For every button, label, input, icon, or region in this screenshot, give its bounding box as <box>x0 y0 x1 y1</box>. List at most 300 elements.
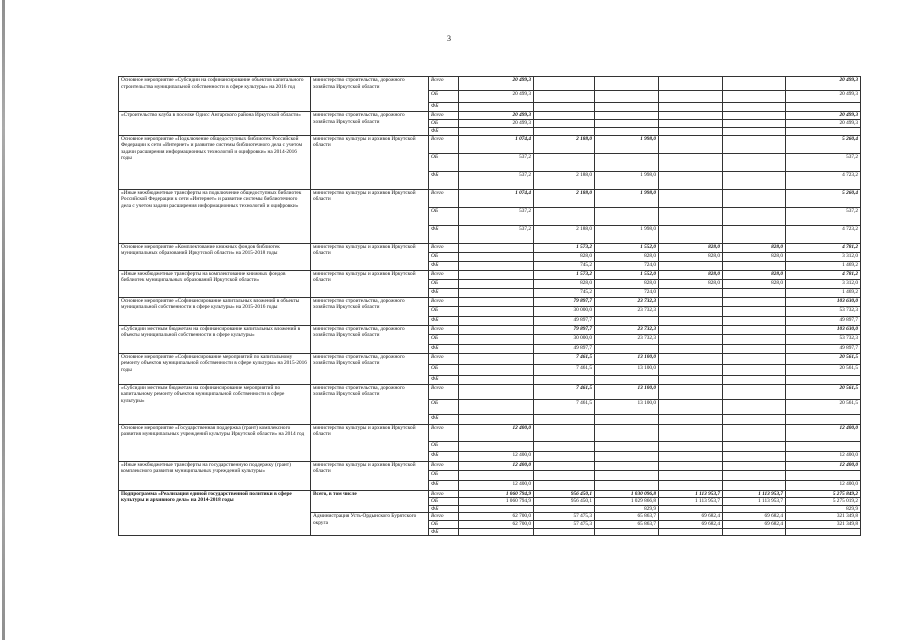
value-cell <box>659 528 723 536</box>
value-cell <box>786 528 861 536</box>
value-cell <box>459 384 534 399</box>
value-cell: 20 499,3 <box>459 77 534 91</box>
value-cell: 956 450,1 <box>534 490 595 498</box>
value-cell: 745,2 <box>534 261 595 270</box>
value-cell <box>723 128 786 136</box>
value-cell: 2 188,0 <box>534 225 595 243</box>
value-cell <box>659 353 723 364</box>
table-row <box>119 424 861 441</box>
value-cell <box>659 505 723 513</box>
value-cell: 3 312,0 <box>786 252 861 261</box>
source-cell: Всего <box>429 490 459 498</box>
value-cell: 20 499,3 <box>459 120 534 128</box>
value-cell <box>659 480 723 490</box>
source-cell: ФБ <box>429 451 459 461</box>
value-cell: 745,2 <box>534 288 595 297</box>
value-cell: 1 113 953,7 <box>659 498 723 506</box>
value-cell <box>659 325 723 334</box>
table-row <box>119 490 861 498</box>
source-cell: ФБ <box>429 288 459 297</box>
value-cell: 23 732,3 <box>595 325 659 334</box>
source-cell: ФБ <box>429 171 459 189</box>
value-cell: 1 998,0 <box>595 225 659 243</box>
source-cell: ОБ <box>429 207 459 225</box>
value-cell: 30 000,0 <box>534 334 595 344</box>
source-cell: Всего <box>429 243 459 252</box>
source-cell: Всего <box>429 77 459 91</box>
value-cell: 1 113 953,7 <box>659 490 723 498</box>
value-cell: 62 700,0 <box>459 521 534 529</box>
value-cell: 103 630,0 <box>786 297 861 306</box>
source-cell: Всего <box>429 112 459 120</box>
value-cell <box>786 128 861 136</box>
value-cell: 5 260,4 <box>786 135 861 153</box>
value-cell <box>786 414 861 424</box>
value-cell: 13 100,0 <box>595 399 659 414</box>
source-cell: ОБ <box>429 91 459 103</box>
activity-description: Основное мероприятие «Государственная поддержка (грант) комплексного развития муниципальных учреждений культуры Иркутской области» на 2014 год <box>119 424 311 461</box>
value-cell <box>459 334 534 344</box>
value-cell: 829,9 <box>786 505 861 513</box>
source-cell: ФБ <box>429 375 459 384</box>
value-cell <box>659 288 723 297</box>
value-cell <box>723 364 786 375</box>
value-cell <box>659 207 723 225</box>
value-cell <box>723 528 786 536</box>
value-cell <box>534 424 595 441</box>
activity-description: Основное мероприятие «Софинансирование капитальных вложений в объекты муниципальной собственности в сфере культуры» на 2015-2016 годы <box>119 297 311 325</box>
responsible-executor: министерство культуры и архивов Иркутской области <box>311 461 429 490</box>
value-cell <box>723 77 786 91</box>
source-cell: ОБ <box>429 470 459 480</box>
value-cell: 69 682,4 <box>659 521 723 529</box>
value-cell <box>459 270 534 279</box>
value-cell: 828,0 <box>659 279 723 288</box>
value-cell: 53 732,3 <box>786 334 861 344</box>
value-cell <box>595 375 659 384</box>
value-cell <box>659 153 723 171</box>
source-cell: ОБ <box>429 279 459 288</box>
value-cell <box>723 399 786 414</box>
value-cell <box>459 528 534 536</box>
table-row <box>119 461 861 470</box>
value-cell: 828,0 <box>595 252 659 261</box>
value-cell <box>459 414 534 424</box>
value-cell: 5 275 019,2 <box>786 498 861 506</box>
table-row <box>119 297 861 306</box>
responsible-executor: министерство строительства, дорожного хозяйства Иркутской области <box>311 112 429 136</box>
value-cell <box>723 384 786 399</box>
table-row <box>119 243 861 252</box>
value-cell: 12 400,0 <box>459 461 534 470</box>
value-cell: 4 781,2 <box>786 243 861 252</box>
source-cell: ОБ <box>429 364 459 375</box>
value-cell: 30 000,0 <box>534 306 595 316</box>
source-cell: ФБ <box>429 103 459 112</box>
value-cell: 12 400,0 <box>786 451 861 461</box>
value-cell <box>534 128 595 136</box>
value-cell: 13 100,0 <box>595 384 659 399</box>
value-cell <box>459 261 534 270</box>
responsible-executor: Администрация Усть-Ордынского Бурятского округа <box>311 513 429 536</box>
value-cell: 4 723,2 <box>786 171 861 189</box>
value-cell <box>459 306 534 316</box>
value-cell <box>595 528 659 536</box>
value-cell <box>534 528 595 536</box>
value-cell <box>534 103 595 112</box>
table-row <box>119 77 861 91</box>
activity-description: Основное мероприятие «Софинансирование мероприятий по капитальному ремонту объектов муниципальной собственности в сфере культуры» на 2015-2016 годы <box>119 353 311 384</box>
value-cell <box>659 77 723 91</box>
table-row <box>119 384 861 399</box>
value-cell: 537,2 <box>459 153 534 171</box>
responsible-executor: министерство культуры и архивов Иркутской области <box>311 270 429 297</box>
value-cell <box>659 451 723 461</box>
value-cell: 829,9 <box>595 505 659 513</box>
value-cell <box>723 153 786 171</box>
value-cell: 7 461,5 <box>534 399 595 414</box>
subprogram-description: Подпрограмма «Реализация единой государственной политики в сфере культуры и архивного дела» на 2014-2018 годы <box>119 490 311 536</box>
value-cell <box>459 243 534 252</box>
value-cell: 7 461,5 <box>534 353 595 364</box>
value-cell <box>659 189 723 207</box>
value-cell: 20 499,3 <box>786 77 861 91</box>
value-cell: 1 113 953,7 <box>723 498 786 506</box>
value-cell <box>534 451 595 461</box>
value-cell: 20 499,3 <box>786 120 861 128</box>
value-cell: 12 400,0 <box>786 480 861 490</box>
value-cell <box>659 414 723 424</box>
value-cell: 20 561,5 <box>786 353 861 364</box>
responsible-executor: министерство строительства, дорожного хозяйства Иркутской области <box>311 353 429 384</box>
value-cell: 79 897,7 <box>534 325 595 334</box>
source-cell: ФБ <box>429 414 459 424</box>
source-cell: ОБ <box>429 521 459 529</box>
value-cell <box>595 77 659 91</box>
value-cell <box>786 103 861 112</box>
value-cell <box>534 441 595 451</box>
source-cell: ФБ <box>429 505 459 513</box>
value-cell: 20 561,5 <box>786 384 861 399</box>
value-cell <box>723 470 786 480</box>
value-cell: 69 682,4 <box>723 513 786 521</box>
value-cell <box>723 112 786 120</box>
responsible-executor: Всего, в том числе <box>311 490 429 513</box>
value-cell: 1 113 953,7 <box>723 490 786 498</box>
value-cell <box>723 375 786 384</box>
activity-description: «Иные межбюджетные трансферты на подключение общедоступных библиотек Российской Федерации к сети «Интернет» и развитие системы библиотечного дела с учетом задачи расширения информационных технологий и оцифровки» <box>119 189 311 243</box>
value-cell <box>723 441 786 451</box>
value-cell <box>459 399 534 414</box>
value-cell <box>459 252 534 261</box>
value-cell <box>534 91 595 103</box>
value-cell <box>459 375 534 384</box>
value-cell <box>459 325 534 334</box>
source-cell: ОБ <box>429 334 459 344</box>
value-cell <box>459 344 534 353</box>
value-cell <box>595 441 659 451</box>
responsible-executor: министерство строительства, дорожного хозяйства Иркутской области <box>311 384 429 424</box>
value-cell <box>459 505 534 513</box>
value-cell <box>723 297 786 306</box>
source-cell: ОБ <box>429 252 459 261</box>
value-cell <box>723 91 786 103</box>
value-cell: 1 998,0 <box>595 135 659 153</box>
budget-table <box>118 76 861 536</box>
source-cell: ОБ <box>429 306 459 316</box>
source-cell: ОБ <box>429 441 459 451</box>
value-cell <box>595 470 659 480</box>
value-cell: 1 030 096,8 <box>595 490 659 498</box>
value-cell: 537,2 <box>786 207 861 225</box>
value-cell: 2 188,0 <box>534 189 595 207</box>
value-cell <box>659 399 723 414</box>
value-cell <box>534 505 595 513</box>
value-cell: 1 060 794,9 <box>459 490 534 498</box>
value-cell: 4 723,2 <box>786 225 861 243</box>
value-cell <box>723 171 786 189</box>
page-number: 3 <box>447 34 451 43</box>
value-cell <box>534 112 595 120</box>
value-cell: 321 349,8 <box>786 513 861 521</box>
value-cell: 20 499,3 <box>459 112 534 120</box>
source-cell: ФБ <box>429 261 459 270</box>
value-cell <box>723 225 786 243</box>
value-cell <box>595 91 659 103</box>
value-cell <box>723 288 786 297</box>
responsible-executor: министерство культуры и архивов Иркутской области <box>311 135 429 189</box>
value-cell <box>595 424 659 441</box>
source-cell: Всего <box>429 189 459 207</box>
value-cell: 724,0 <box>595 261 659 270</box>
table-row <box>119 135 861 153</box>
value-cell <box>459 128 534 136</box>
value-cell <box>723 316 786 325</box>
value-cell: 1 552,0 <box>595 270 659 279</box>
value-cell: 1 573,2 <box>534 270 595 279</box>
value-cell <box>534 153 595 171</box>
value-cell <box>659 441 723 451</box>
value-cell <box>659 306 723 316</box>
value-cell <box>534 375 595 384</box>
value-cell: 12 400,0 <box>459 451 534 461</box>
value-cell <box>659 91 723 103</box>
value-cell: 12 400,0 <box>786 461 861 470</box>
value-cell: 23 732,3 <box>595 306 659 316</box>
source-cell: ФБ <box>429 225 459 243</box>
value-cell <box>659 128 723 136</box>
value-cell <box>723 480 786 490</box>
value-cell: 57 475,3 <box>534 513 595 521</box>
value-cell <box>595 128 659 136</box>
value-cell: 5 260,4 <box>786 189 861 207</box>
value-cell: 537,2 <box>786 153 861 171</box>
source-cell: ОБ <box>429 399 459 414</box>
value-cell <box>723 325 786 334</box>
value-cell: 65 863,7 <box>595 513 659 521</box>
value-cell <box>723 505 786 513</box>
value-cell <box>659 364 723 375</box>
source-cell: ФБ <box>429 316 459 325</box>
table-row <box>119 189 861 207</box>
value-cell: 537,2 <box>459 225 534 243</box>
value-cell <box>459 279 534 288</box>
value-cell: 1 573,2 <box>534 243 595 252</box>
value-cell <box>659 171 723 189</box>
value-cell <box>459 316 534 325</box>
value-cell: 1 060 794,9 <box>459 498 534 506</box>
value-cell <box>659 344 723 353</box>
source-cell: ОБ <box>429 153 459 171</box>
value-cell: 62 700,0 <box>459 513 534 521</box>
value-cell <box>659 103 723 112</box>
value-cell: 12 400,0 <box>459 424 534 441</box>
value-cell <box>786 375 861 384</box>
value-cell: 12 400,0 <box>459 480 534 490</box>
source-cell: ФБ <box>429 344 459 353</box>
value-cell: 20 499,3 <box>786 112 861 120</box>
source-cell: Всего <box>429 461 459 470</box>
value-cell: 65 863,7 <box>595 521 659 529</box>
value-cell <box>595 316 659 325</box>
value-cell <box>723 461 786 470</box>
scan-edge-mark <box>2 0 5 640</box>
source-cell: Всего <box>429 135 459 153</box>
value-cell: 2 188,0 <box>534 171 595 189</box>
value-cell <box>659 461 723 470</box>
value-cell: 49 897,7 <box>534 344 595 353</box>
value-cell: 828,0 <box>659 243 723 252</box>
activity-description: Основное мероприятие «Субсидии на софинансирование объектов капитального строительства муниципальной собственности в сфере культуры» на 2016 год <box>119 77 311 112</box>
source-cell: Всего <box>429 513 459 521</box>
value-cell <box>659 225 723 243</box>
value-cell <box>659 120 723 128</box>
value-cell: 20 499,3 <box>786 91 861 103</box>
value-cell: 956 450,1 <box>534 498 595 506</box>
value-cell <box>723 135 786 153</box>
responsible-executor: министерство строительства, дорожного хозяйства Иркутской области <box>311 297 429 325</box>
value-cell <box>595 103 659 112</box>
source-cell: ОБ <box>429 498 459 506</box>
value-cell <box>723 414 786 424</box>
value-cell: 7 461,5 <box>534 384 595 399</box>
value-cell <box>723 344 786 353</box>
responsible-executor: министерство культуры и архивов Иркутской области <box>311 243 429 270</box>
value-cell <box>659 375 723 384</box>
value-cell <box>595 153 659 171</box>
value-cell <box>786 441 861 451</box>
value-cell <box>786 470 861 480</box>
table-row <box>119 112 861 120</box>
value-cell: 3 312,0 <box>786 279 861 288</box>
value-cell <box>595 461 659 470</box>
value-cell <box>459 103 534 112</box>
value-cell <box>459 288 534 297</box>
value-cell <box>534 480 595 490</box>
value-cell <box>659 297 723 306</box>
value-cell: 1 074,4 <box>459 135 534 153</box>
value-cell: 23 732,3 <box>595 334 659 344</box>
table-row <box>119 270 861 279</box>
value-cell <box>534 77 595 91</box>
value-cell: 828,0 <box>723 243 786 252</box>
activity-description: «Иные межбюджетные трансферты на комплектование книжных фондов библиотек муниципальных образований Иркутской области» <box>119 270 311 297</box>
value-cell: 1 469,2 <box>786 261 861 270</box>
source-cell: ФБ <box>429 528 459 536</box>
value-cell <box>595 344 659 353</box>
value-cell <box>723 353 786 364</box>
value-cell <box>723 103 786 112</box>
value-cell <box>723 189 786 207</box>
value-cell: 321 349,8 <box>786 521 861 529</box>
value-cell <box>534 120 595 128</box>
value-cell: 1 074,4 <box>459 189 534 207</box>
value-cell <box>723 261 786 270</box>
value-cell <box>595 480 659 490</box>
value-cell <box>659 261 723 270</box>
activity-description: «Субсидии местным бюджетам на софинансирование капитальных вложений в объекты муниципальной собственности в сфере культуры» <box>119 325 311 353</box>
value-cell: 49 897,7 <box>786 344 861 353</box>
value-cell: 2 188,0 <box>534 135 595 153</box>
value-cell: 57 475,3 <box>534 521 595 529</box>
responsible-executor: министерство строительства, дорожного хозяйства Иркутской области <box>311 325 429 353</box>
value-cell <box>659 384 723 399</box>
value-cell: 12 400,0 <box>786 424 861 441</box>
responsible-executor: министерство строительства, дорожного хозяйства Иркутской области <box>311 77 429 112</box>
value-cell <box>723 207 786 225</box>
value-cell <box>534 461 595 470</box>
value-cell <box>659 316 723 325</box>
value-cell: 49 897,7 <box>786 316 861 325</box>
source-cell: Всего <box>429 325 459 334</box>
value-cell <box>534 414 595 424</box>
value-cell: 828,0 <box>534 279 595 288</box>
value-cell: 69 682,4 <box>723 521 786 529</box>
value-cell <box>723 334 786 344</box>
source-cell: Всего <box>429 424 459 441</box>
source-cell: ОБ <box>429 120 459 128</box>
value-cell <box>659 470 723 480</box>
value-cell: 828,0 <box>723 270 786 279</box>
value-cell <box>659 334 723 344</box>
value-cell <box>723 424 786 441</box>
value-cell: 828,0 <box>595 279 659 288</box>
source-cell: Всего <box>429 270 459 279</box>
value-cell <box>659 135 723 153</box>
value-cell: 1 469,2 <box>786 288 861 297</box>
source-cell: Всего <box>429 384 459 399</box>
activity-description: Основное мероприятие «Комплектование книжных фондов библиотек муниципальных образований Иркутской области» на 2015-2018 годы <box>119 243 311 270</box>
value-cell: 828,0 <box>723 279 786 288</box>
activity-description: «Иные межбюджетные трансферты на государственную поддержку (грант) комплексного развития муниципальных учреждений культуры» <box>119 461 311 490</box>
value-cell: 1 029 866,8 <box>595 498 659 506</box>
value-cell <box>659 424 723 441</box>
value-cell: 5 275 849,2 <box>786 490 861 498</box>
value-cell: 4 781,2 <box>786 270 861 279</box>
value-cell <box>723 306 786 316</box>
table-row <box>119 325 861 334</box>
value-cell: 537,2 <box>459 207 534 225</box>
value-cell: 1 998,0 <box>595 189 659 207</box>
value-cell <box>723 451 786 461</box>
value-cell: 20 561,5 <box>786 399 861 414</box>
value-cell <box>595 112 659 120</box>
value-cell <box>534 207 595 225</box>
value-cell <box>659 112 723 120</box>
value-cell <box>459 441 534 451</box>
value-cell <box>595 207 659 225</box>
value-cell <box>723 120 786 128</box>
